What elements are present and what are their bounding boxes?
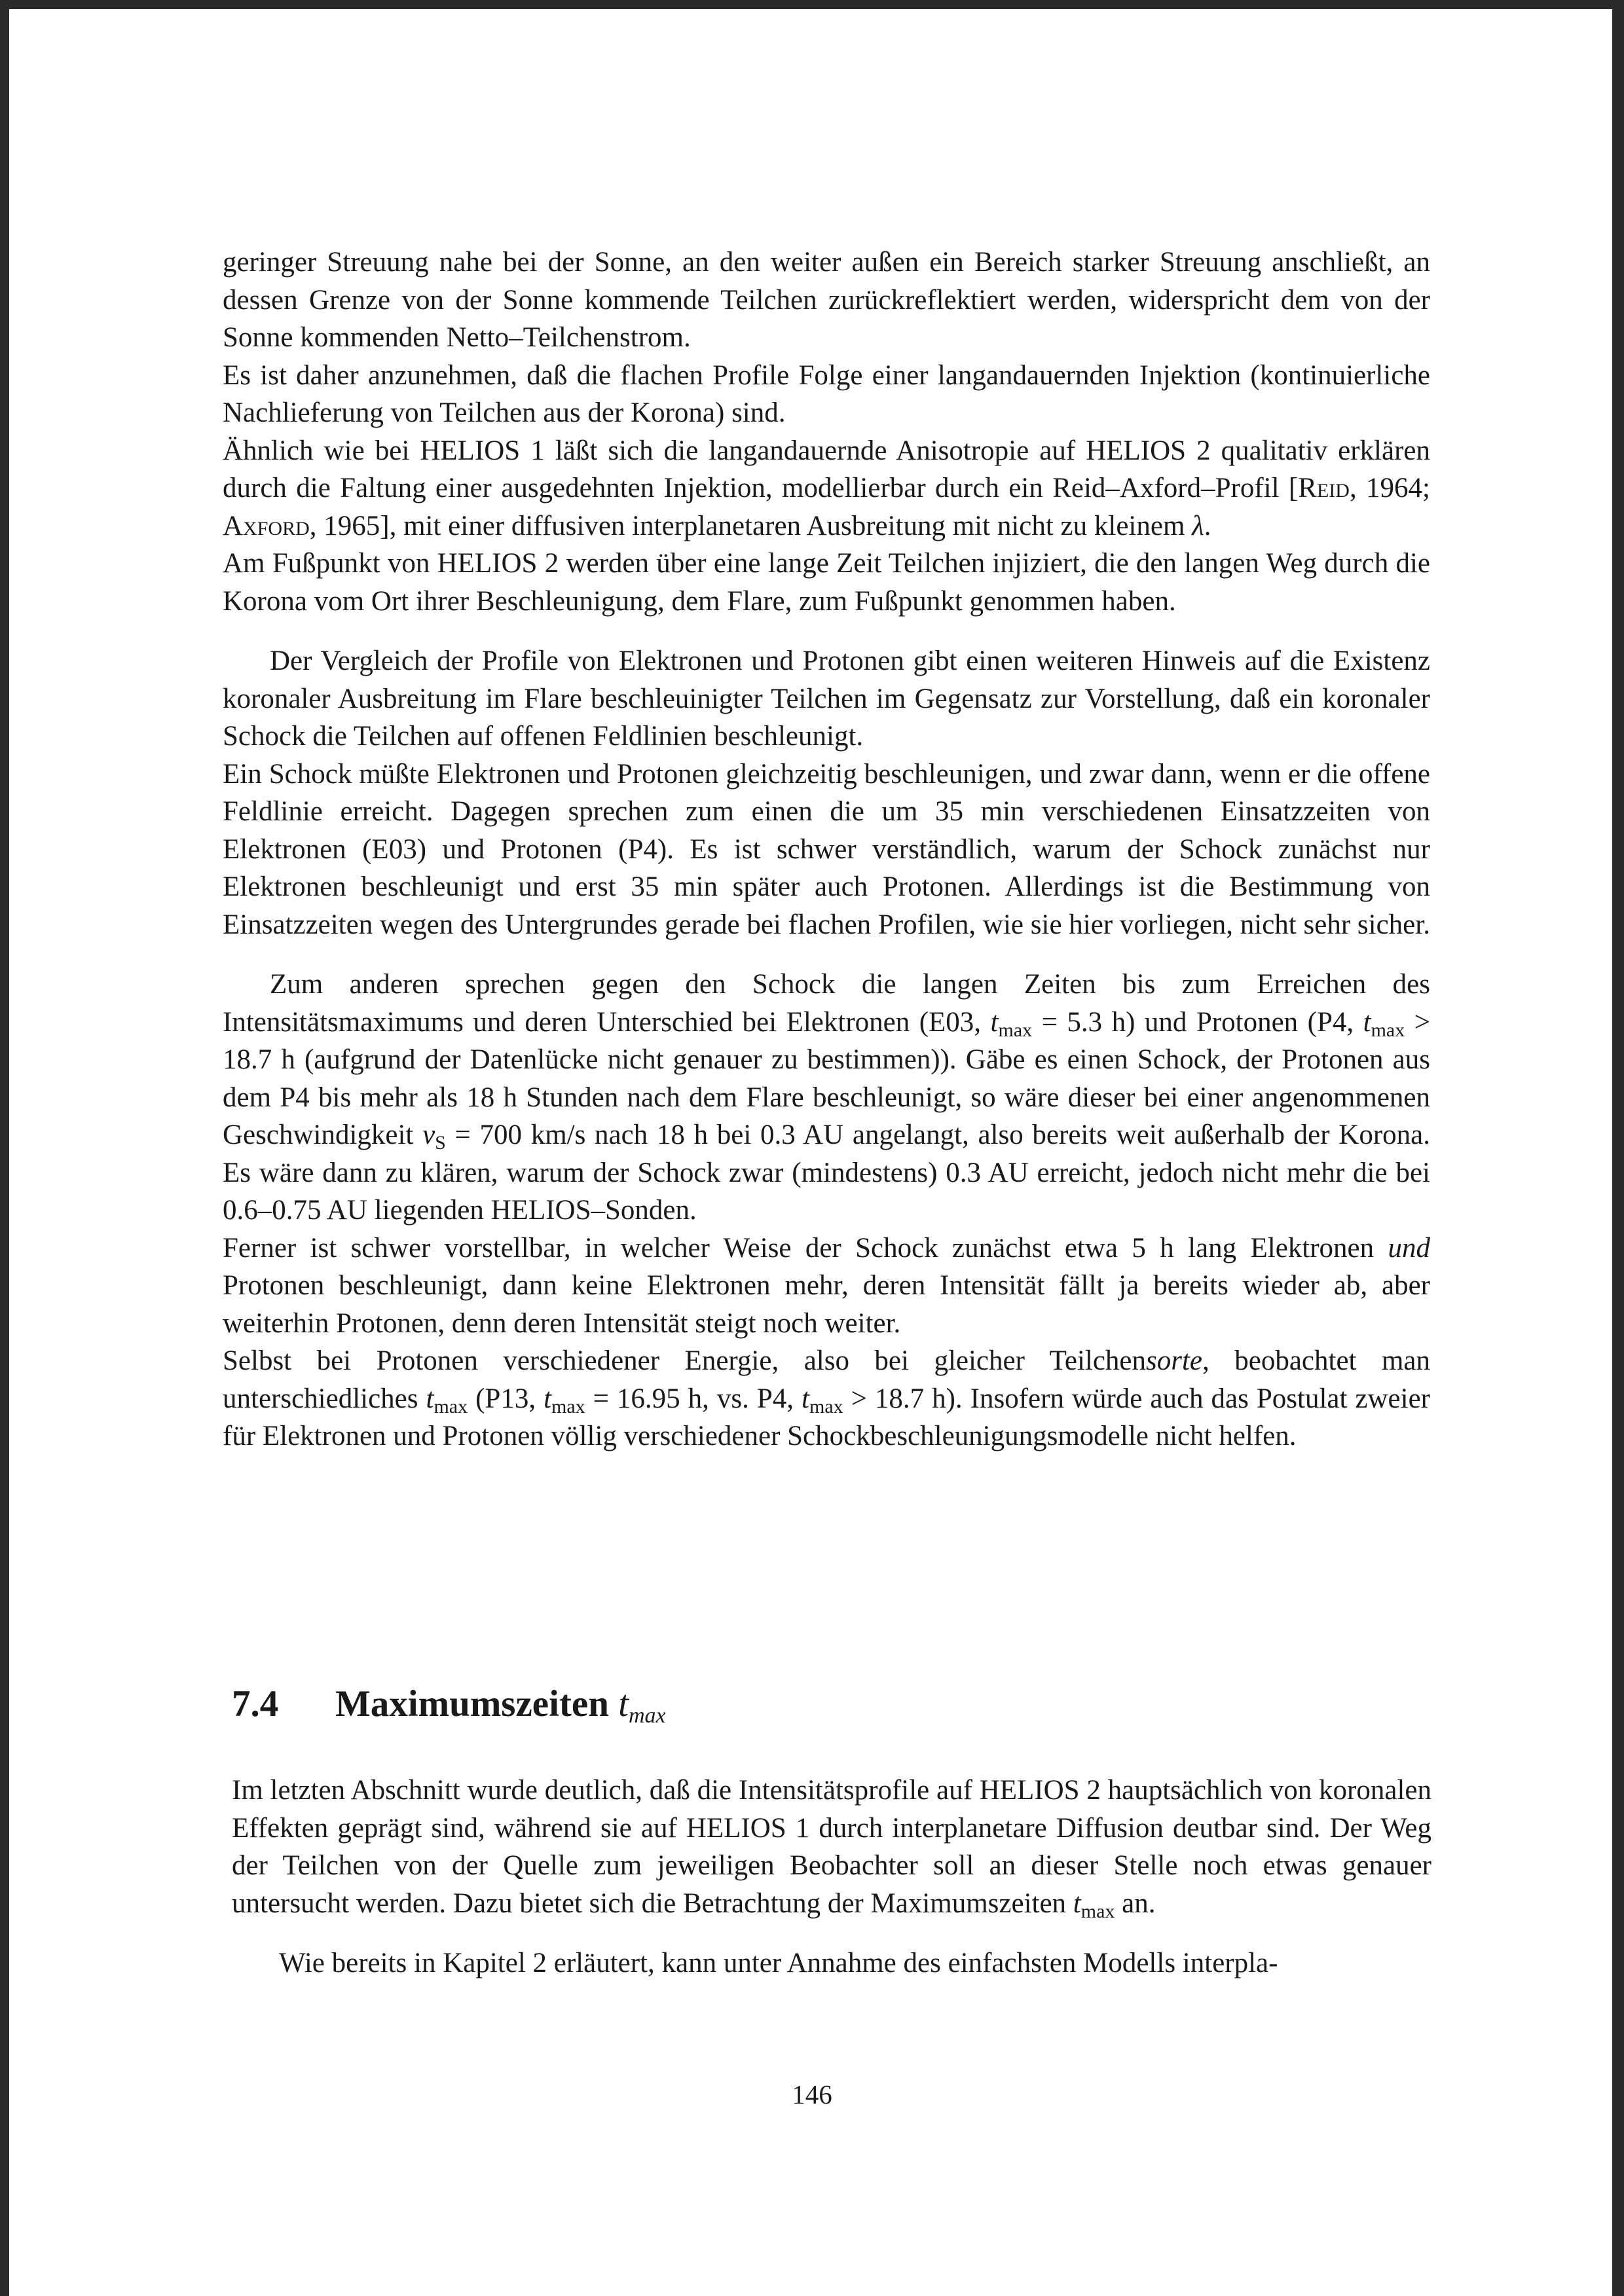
text-run: t bbox=[1363, 1006, 1371, 1038]
text-run: max bbox=[998, 1019, 1033, 1041]
paragraph bbox=[232, 1772, 1431, 1922]
text-run: , beobachtet man unterschiedliches bbox=[223, 1345, 1430, 1414]
paragraph-gap bbox=[223, 943, 1430, 966]
paragraph-gap bbox=[232, 1922, 1431, 1944]
paragraph bbox=[223, 642, 1430, 756]
text-run: Selbst bei Protonen verschiedener Energie, also bei gleicher Teilchen bbox=[223, 1345, 1147, 1376]
text-run: sorte bbox=[1146, 1345, 1203, 1376]
text-run: Es ist daher anzunehmen, daß die flachen Profile Folge einer langandauernden Injektion (kontinuierliche Nachlieferung von Teilchen aus der Korona) sind. bbox=[223, 359, 1430, 428]
text-run: t bbox=[802, 1383, 809, 1414]
text-run: , 1964; bbox=[1349, 473, 1431, 503]
section-heading bbox=[232, 1681, 666, 1727]
text-run: = 700 km/s nach 18 h bei 0.3 AU angelangt, also bereits weit außerhalb der Korona. Es wäre dann zu klären, warum der Schock zwar (mindestens) 0.3 AU erreicht, jedoch nicht mehr die bei 0.6–0.75 AU liegenden HELIOS–Sonden. bbox=[223, 1120, 1430, 1226]
text-run: Axford bbox=[223, 510, 310, 541]
text-run: t bbox=[1073, 1887, 1081, 1919]
text-run: max bbox=[434, 1395, 468, 1417]
text-run: max bbox=[1371, 1019, 1405, 1041]
text-run: t bbox=[990, 1006, 999, 1038]
text-run: Wie bereits in Kapitel 2 erläutert, kann unter Annahme des einfachsten Modells interpla- bbox=[279, 1948, 1278, 1978]
text-run: an. bbox=[1115, 1887, 1156, 1919]
text-run: Zum anderen sprechen gegen den Schock die langen Zeiten bis zum Erreichen des Intensitätsmaximums und deren Unterschied bei Elektronen (E03, bbox=[223, 969, 1430, 1038]
text-run: Im letzten Abschnitt wurde deutlich, daß die Intensitätsprofile auf HELIOS 2 hauptsächlich von koronalen Effekten geprägt sind, während sie auf HELIOS 1 durch interplanetare Diffusion deutbar sind. Der Weg der Teilchen von der Quelle zum jeweiligen Beobachter soll an dieser Stelle noch etwas genauer untersucht werden. Dazu bietet sich die Betrachtung der Maximumszeiten bbox=[232, 1775, 1431, 1919]
text-run: = 16.95 h, vs. P4, bbox=[585, 1383, 802, 1414]
text-run: geringer Streuung nahe bei der Sonne, an den weiter außen ein Bereich starker Streuung anschließt, an dessen Grenze von der Sonne kommende Teilchen zurückreflektiert werden, widerspricht dem von der Sonne kommenden Netto–Teilchenstrom. bbox=[223, 247, 1430, 353]
paragraph bbox=[223, 244, 1430, 357]
text-run: v bbox=[422, 1120, 435, 1150]
text-run: . bbox=[1204, 510, 1211, 541]
text-run: Der Vergleich der Profile von Elektronen und Protonen gibt einen weiteren Hinweis auf die Existenz koronaler Ausbreitung im Flare beschleuinigter Teilchen im Gegensatz zur Vorstellung, daß ein koronaler Schock die Teilchen auf offenen Feldlinien beschleunigt. bbox=[223, 646, 1430, 752]
text-run: Am Fußpunkt von HELIOS 2 werden über eine lange Zeit Teilchen injiziert, die den langen Weg durch die Korona vom Ort ihrer Beschleunigung, dem Flare, zum Fußpunkt genommen haben. bbox=[223, 548, 1430, 617]
text-run: t bbox=[544, 1383, 552, 1414]
text-run: λ bbox=[1192, 510, 1204, 541]
paragraph bbox=[223, 357, 1430, 432]
text-run: Ein Schock müßte Elektronen und Protonen gleichzeitig beschleunigen, und zwar dann, wenn er die offene Feldlinie erreicht. Dagegen sprechen zum einen die um 35 min verschiedenen Einsatzzeiten von Elektronen (E03) und Protonen (P4). Es ist schwer verständlich, warum der Schock zunächst nur Elektronen beschleunigt und erst 35 min später auch Protonen. Allerdings ist die Bestimmung von Einsatzzeiten wegen des Untergrundes gerade bei flachen Profilen, wie sie hier vorliegen, nicht sehr sicher. bbox=[223, 758, 1430, 940]
text-run: max bbox=[1080, 1900, 1115, 1922]
text-run: Protonen beschleunigt, dann keine Elektronen mehr, deren Intensität fällt ja bereits wieder ab, aber weiterhin Protonen, denn deren Intensität steigt noch weiter. bbox=[223, 1270, 1430, 1339]
text-run: > 18.7 h (aufgrund der Datenlücke nicht genauer zu bestimmen)). Gäbe es einen Schock, der Protonen aus dem P4 bis mehr als 18 h Stunden nach dem Flare beschleunigt, so wäre dieser bei einer angenommenen Geschwindigkeit bbox=[223, 1006, 1430, 1150]
section-title: Maximumszeiten bbox=[335, 1683, 609, 1724]
text-run: (P13, bbox=[468, 1383, 544, 1414]
text-run: Ferner ist schwer vorstellbar, in welcher Weise der Schock zunächst etwa 5 h lang Elektronen bbox=[223, 1232, 1388, 1264]
paragraph bbox=[223, 1230, 1430, 1343]
paragraph bbox=[223, 545, 1430, 620]
paragraph bbox=[223, 966, 1430, 1230]
body-text-top bbox=[223, 244, 1430, 1455]
text-run: und bbox=[1388, 1232, 1430, 1264]
section-symbol: t bbox=[618, 1683, 629, 1724]
text-run: t bbox=[426, 1383, 434, 1414]
text-run: Reid bbox=[1298, 473, 1350, 503]
section-symbol-subscript: max bbox=[629, 1704, 666, 1728]
text-run: max bbox=[809, 1395, 843, 1417]
text-run: S bbox=[435, 1132, 446, 1154]
body-text-bottom bbox=[232, 1772, 1431, 1982]
text-run: , 1965], mit einer diffusiven interplanetaren Ausbreitung mit nicht zu kleinem bbox=[309, 510, 1192, 541]
paragraph bbox=[223, 432, 1430, 545]
paragraph bbox=[223, 756, 1430, 944]
page-number: 146 bbox=[792, 2079, 832, 2109]
text-run: max bbox=[551, 1395, 585, 1417]
text-run: = 5.3 h) und Protonen (P4, bbox=[1032, 1006, 1363, 1038]
section-number: 7.4 bbox=[232, 1683, 279, 1724]
paragraph-gap bbox=[223, 620, 1430, 642]
text-run: Ähnlich wie bei HELIOS 1 läßt sich die langandauernde Anisotropie auf HELIOS 2 qualitativ erklären durch die Faltung einer ausgedehnten Injektion, modellierbar durch ein Reid–Axford–Profil [ bbox=[223, 435, 1430, 503]
paragraph bbox=[223, 1342, 1430, 1455]
text-run: > 18.7 h). Insofern würde auch das Postulat zweier für Elektronen und Protonen völlig verschiedener Schockbeschleunigungsmodelle nicht helfen. bbox=[223, 1383, 1430, 1451]
paragraph bbox=[232, 1944, 1431, 1982]
